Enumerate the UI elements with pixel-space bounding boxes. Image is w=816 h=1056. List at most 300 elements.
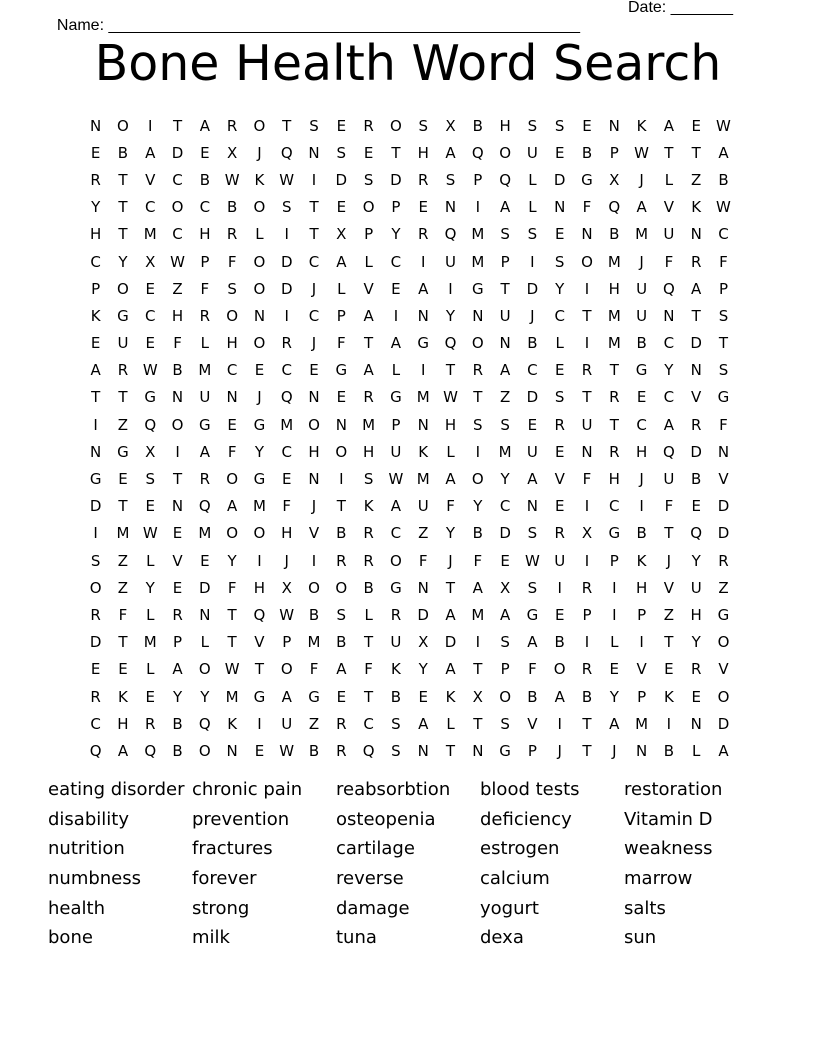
grid-letter[interactable]: M (362, 415, 376, 434)
grid-letter[interactable]: W (279, 170, 295, 189)
grid-letter[interactable]: O (335, 578, 348, 597)
name-field[interactable]: Name: _____________________________________________________ (56, 17, 581, 34)
grid-letter[interactable]: C (172, 170, 183, 189)
grid-letter[interactable]: G (608, 524, 621, 543)
grid-letter[interactable]: E (118, 470, 128, 489)
grid-letter[interactable]: D (89, 633, 102, 652)
grid-letter[interactable]: M (198, 361, 212, 380)
grid-letter[interactable]: R (581, 660, 593, 679)
grid-letter[interactable]: A (390, 497, 402, 516)
grid-letter[interactable]: S (336, 143, 347, 162)
grid-letter[interactable]: I (257, 551, 262, 570)
grid-letter[interactable]: G (117, 306, 129, 325)
grid-letter[interactable]: F (473, 551, 483, 570)
grid-letter[interactable]: B (636, 334, 647, 353)
grid-letter[interactable]: Q (144, 415, 157, 434)
grid-letter[interactable]: A (691, 279, 702, 298)
grid-letter[interactable]: Q (144, 741, 157, 760)
grid-letter[interactable]: X (499, 578, 511, 597)
grid-letter[interactable]: C (90, 252, 101, 271)
grid-letter[interactable]: A (90, 361, 101, 380)
grid-letter[interactable]: E (691, 687, 701, 706)
grid-letter[interactable]: Y (118, 252, 128, 271)
grid-letter[interactable]: B (308, 605, 320, 624)
grid-letter[interactable]: S (527, 524, 538, 543)
grid-letter[interactable]: K (636, 116, 647, 135)
grid-letter[interactable]: A (117, 741, 129, 760)
grid-letter[interactable]: B (581, 143, 593, 162)
grid-letter[interactable]: B (336, 524, 347, 543)
grid-letter[interactable]: G (635, 361, 648, 380)
grid-letter[interactable]: T (664, 524, 674, 543)
grid-letter[interactable]: O (499, 687, 511, 706)
grid-letter[interactable]: T (445, 361, 456, 380)
grid-letter[interactable]: X (581, 524, 593, 543)
grid-letter[interactable]: M (471, 605, 485, 624)
grid-letter[interactable]: R (90, 170, 101, 189)
grid-letter[interactable]: N (90, 442, 102, 461)
grid-letter[interactable]: S (718, 361, 729, 380)
grid-letter[interactable]: L (528, 198, 537, 217)
grid-letter[interactable]: D (690, 334, 702, 353)
grid-letter[interactable]: O (226, 306, 239, 325)
grid-letter[interactable]: M (607, 306, 621, 325)
grid-letter[interactable]: R (554, 524, 565, 543)
grid-letter[interactable]: H (117, 714, 129, 733)
grid-letter[interactable]: U (390, 442, 402, 461)
grid-letter[interactable]: V (308, 524, 320, 543)
grid-letter[interactable]: A (418, 279, 429, 298)
grid-letter[interactable]: C (308, 306, 320, 325)
grid-letter[interactable]: U (445, 252, 456, 271)
grid-letter[interactable]: O (253, 116, 266, 135)
grid-letter[interactable]: G (471, 279, 484, 298)
grid-letter[interactable]: D (717, 524, 730, 543)
grid-letter[interactable]: Q (362, 741, 375, 760)
grid-letter[interactable]: P (500, 252, 510, 271)
grid-letter[interactable]: B (172, 714, 183, 733)
grid-letter[interactable]: G (499, 741, 511, 760)
grid-letter[interactable]: N (663, 306, 675, 325)
grid-letter[interactable]: T (473, 660, 483, 679)
grid-letter[interactable]: N (171, 388, 184, 407)
grid-letter[interactable]: H (635, 442, 648, 461)
grid-letter[interactable]: W (224, 170, 240, 189)
grid-letter[interactable]: O (471, 334, 484, 353)
grid-letter[interactable]: Q (280, 388, 293, 407)
grid-letter[interactable]: I (584, 633, 590, 652)
grid-letter[interactable]: U (636, 279, 648, 298)
grid-letter[interactable]: L (364, 252, 373, 271)
grid-letter[interactable]: V (718, 660, 729, 679)
grid-letter[interactable]: D (390, 170, 402, 189)
grid-letter[interactable]: F (664, 497, 674, 516)
grid-letter[interactable]: Z (718, 578, 729, 597)
grid-letter[interactable]: J (530, 306, 535, 325)
grid-letter[interactable]: J (448, 551, 453, 570)
grid-letter[interactable]: Q (198, 497, 211, 516)
grid-letter[interactable]: E (636, 388, 647, 407)
grid-letter[interactable]: L (610, 633, 619, 652)
grid-letter[interactable]: B (609, 225, 620, 244)
grid-letter[interactable]: T (309, 225, 319, 244)
grid-letter[interactable]: A (336, 252, 347, 271)
grid-letter[interactable]: T (118, 225, 128, 244)
grid-letter[interactable]: Q (608, 198, 621, 217)
grid-letter[interactable]: B (636, 524, 647, 543)
grid-letter[interactable]: M (471, 252, 485, 271)
grid-letter[interactable]: T (609, 415, 619, 434)
grid-letter[interactable]: U (690, 578, 702, 597)
grid-letter[interactable]: H (253, 578, 266, 597)
grid-letter[interactable]: I (666, 714, 672, 733)
grid-letter[interactable]: A (527, 633, 538, 652)
grid-letter[interactable]: E (336, 388, 347, 407)
grid-letter[interactable]: P (391, 415, 401, 434)
grid-letter[interactable]: V (636, 660, 647, 679)
grid-letter[interactable]: A (145, 143, 156, 162)
grid-letter[interactable]: O (253, 334, 266, 353)
grid-letter[interactable]: T (118, 388, 128, 407)
grid-letter[interactable]: M (471, 225, 485, 244)
grid-letter[interactable]: E (145, 334, 155, 353)
grid-letter[interactable]: L (337, 279, 346, 298)
grid-letter[interactable]: N (444, 198, 457, 217)
grid-letter[interactable]: E (691, 116, 701, 135)
grid-letter[interactable]: Y (200, 687, 210, 706)
grid-letter[interactable]: S (500, 714, 510, 733)
grid-letter[interactable]: U (581, 415, 593, 434)
grid-letter[interactable]: T (582, 714, 592, 733)
grid-letter[interactable]: T (172, 470, 183, 489)
grid-letter[interactable]: E (664, 660, 674, 679)
grid-letter[interactable]: E (554, 143, 565, 162)
grid-letter[interactable]: M (635, 714, 649, 733)
grid-letter[interactable]: S (500, 415, 510, 434)
grid-letter[interactable]: S (391, 741, 401, 760)
grid-letter[interactable]: N (226, 741, 238, 760)
grid-letter[interactable]: J (311, 497, 317, 516)
grid-letter[interactable]: T (118, 198, 128, 217)
grid-letter[interactable]: C (609, 497, 620, 516)
grid-letter[interactable]: L (364, 605, 373, 624)
grid-letter[interactable]: N (253, 306, 266, 325)
grid-letter[interactable]: H (635, 578, 648, 597)
grid-letter[interactable]: M (116, 524, 130, 543)
grid-letter[interactable]: W (279, 605, 295, 624)
grid-letter[interactable]: Y (254, 442, 265, 461)
grid-letter[interactable]: O (581, 252, 593, 271)
grid-letter[interactable]: A (445, 660, 456, 679)
grid-letter[interactable]: R (718, 551, 729, 570)
grid-letter[interactable]: O (253, 279, 266, 298)
grid-letter[interactable]: B (718, 170, 729, 189)
grid-letter[interactable]: U (526, 442, 538, 461)
grid-letter[interactable]: E (527, 415, 538, 434)
grid-letter[interactable]: J (639, 170, 644, 189)
grid-letter[interactable]: I (148, 116, 153, 135)
grid-letter[interactable]: A (609, 714, 620, 733)
grid-letter[interactable]: R (363, 524, 374, 543)
grid-letter[interactable]: Y (664, 361, 674, 380)
grid-letter[interactable]: U (117, 334, 129, 353)
grid-letter[interactable]: E (391, 279, 401, 298)
grid-letter[interactable]: T (254, 660, 265, 679)
grid-letter[interactable]: T (364, 633, 374, 652)
grid-letter[interactable]: C (636, 415, 647, 434)
grid-letter[interactable]: W (142, 524, 158, 543)
grid-letter[interactable]: W (716, 198, 731, 217)
grid-letter[interactable]: T (445, 741, 456, 760)
grid-letter[interactable]: S (554, 116, 565, 135)
grid-letter[interactable]: S (554, 388, 565, 407)
grid-letter[interactable]: N (199, 605, 211, 624)
grid-letter[interactable]: B (581, 687, 593, 706)
grid-letter[interactable]: S (500, 225, 510, 244)
grid-letter[interactable]: C (90, 714, 101, 733)
grid-letter[interactable]: R (554, 415, 565, 434)
grid-letter[interactable]: H (362, 442, 375, 461)
grid-letter[interactable]: A (445, 143, 456, 162)
grid-letter[interactable]: R (90, 605, 101, 624)
grid-letter[interactable]: H (281, 524, 293, 543)
grid-letter[interactable]: S (500, 633, 510, 652)
grid-letter[interactable]: Q (89, 741, 102, 760)
grid-letter[interactable]: U (663, 225, 675, 244)
grid-letter[interactable]: N (581, 442, 593, 461)
grid-letter[interactable]: J (639, 470, 644, 489)
grid-letter[interactable]: Q (662, 442, 675, 461)
grid-letter[interactable]: D (280, 252, 293, 271)
grid-letter[interactable]: E (145, 497, 155, 516)
grid-letter[interactable]: V (254, 633, 265, 652)
grid-letter[interactable]: Q (198, 714, 211, 733)
grid-letter[interactable]: H (499, 116, 511, 135)
grid-letter[interactable]: X (445, 116, 456, 135)
grid-letter[interactable]: F (364, 660, 373, 679)
grid-letter[interactable]: A (499, 605, 511, 624)
grid-letter[interactable]: F (582, 470, 592, 489)
grid-letter[interactable]: M (280, 415, 294, 434)
grid-letter[interactable]: M (307, 633, 321, 652)
grid-letter[interactable]: Y (473, 497, 483, 516)
grid-letter[interactable]: A (336, 660, 347, 679)
grid-letter[interactable]: H (308, 442, 320, 461)
grid-letter[interactable]: D (553, 170, 566, 189)
grid-letter[interactable]: N (417, 415, 429, 434)
grid-letter[interactable]: C (663, 334, 675, 353)
grid-letter[interactable]: C (554, 306, 565, 325)
grid-letter[interactable]: O (390, 116, 402, 135)
grid-letter[interactable]: O (308, 415, 320, 434)
grid-letter[interactable]: C (145, 306, 156, 325)
grid-letter[interactable]: A (445, 470, 456, 489)
grid-letter[interactable]: R (145, 714, 156, 733)
grid-letter[interactable]: L (528, 170, 537, 189)
grid-letter[interactable]: L (255, 225, 264, 244)
grid-letter[interactable]: O (117, 116, 129, 135)
grid-letter[interactable]: R (609, 388, 620, 407)
grid-letter[interactable]: R (609, 442, 620, 461)
grid-letter[interactable]: Z (117, 551, 129, 570)
grid-letter[interactable]: Y (555, 279, 565, 298)
grid-letter[interactable]: E (554, 497, 565, 516)
grid-letter[interactable]: E (609, 660, 620, 679)
grid-letter[interactable]: Y (391, 225, 401, 244)
grid-letter[interactable]: T (309, 198, 319, 217)
grid-letter[interactable]: R (336, 551, 347, 570)
grid-letter[interactable]: Y (445, 524, 456, 543)
grid-letter[interactable]: R (417, 170, 429, 189)
grid-letter[interactable]: C (499, 497, 511, 516)
grid-letter[interactable]: N (417, 306, 429, 325)
grid-letter[interactable]: S (90, 551, 101, 570)
grid-letter[interactable]: T (445, 578, 456, 597)
grid-letter[interactable]: N (690, 714, 702, 733)
grid-letter[interactable]: I (612, 578, 617, 597)
grid-letter[interactable]: O (308, 578, 320, 597)
grid-letter[interactable]: O (253, 198, 266, 217)
grid-letter[interactable]: B (117, 143, 129, 162)
grid-letter[interactable]: M (225, 687, 239, 706)
grid-letter[interactable]: K (118, 687, 128, 706)
grid-letter[interactable]: A (554, 687, 565, 706)
grid-letter[interactable]: O (335, 442, 348, 461)
grid-letter[interactable]: M (607, 252, 621, 271)
grid-letter[interactable]: D (499, 524, 511, 543)
grid-letter[interactable]: T (364, 687, 374, 706)
grid-letter[interactable]: R (690, 252, 702, 271)
grid-letter[interactable]: L (200, 334, 210, 353)
grid-letter[interactable]: P (527, 741, 537, 760)
grid-letter[interactable]: N (90, 116, 102, 135)
grid-letter[interactable]: E (500, 551, 510, 570)
grid-letter[interactable]: M (607, 334, 621, 353)
grid-letter[interactable]: R (117, 361, 129, 380)
grid-letter[interactable]: C (718, 225, 729, 244)
grid-letter[interactable]: L (391, 361, 401, 380)
grid-letter[interactable]: P (609, 143, 619, 162)
grid-letter[interactable]: S (418, 116, 428, 135)
grid-letter[interactable]: S (227, 279, 237, 298)
grid-letter[interactable]: N (226, 388, 238, 407)
grid-letter[interactable]: A (199, 442, 210, 461)
grid-letter[interactable]: P (473, 170, 483, 189)
grid-letter[interactable]: G (581, 170, 593, 189)
grid-letter[interactable]: O (253, 524, 266, 543)
grid-letter[interactable]: Y (500, 470, 510, 489)
grid-letter[interactable]: W (634, 143, 649, 162)
grid-letter[interactable]: K (418, 442, 429, 461)
grid-letter[interactable]: R (226, 225, 238, 244)
grid-letter[interactable]: I (420, 361, 426, 380)
grid-letter[interactable]: P (173, 633, 183, 652)
grid-letter[interactable]: I (639, 497, 644, 516)
grid-letter[interactable]: U (554, 551, 566, 570)
grid-letter[interactable]: A (363, 361, 374, 380)
grid-letter[interactable]: P (500, 660, 510, 679)
grid-letter[interactable]: D (690, 442, 702, 461)
grid-letter[interactable]: T (609, 361, 619, 380)
grid-letter[interactable]: I (475, 633, 481, 652)
grid-letter[interactable]: F (200, 279, 210, 298)
grid-letter[interactable]: Q (499, 170, 511, 189)
grid-letter[interactable]: P (364, 225, 374, 244)
grid-letter[interactable]: F (227, 578, 237, 597)
grid-letter[interactable]: E (554, 361, 565, 380)
grid-letter[interactable]: K (254, 170, 265, 189)
grid-letter[interactable]: A (363, 306, 374, 325)
grid-letter[interactable]: I (639, 633, 644, 652)
grid-letter[interactable]: M (498, 442, 512, 461)
grid-letter[interactable]: D (526, 388, 539, 407)
grid-letter[interactable]: I (584, 279, 590, 298)
grid-letter[interactable]: F (719, 415, 728, 434)
grid-letter[interactable]: W (279, 741, 295, 760)
grid-letter[interactable]: Y (609, 687, 619, 706)
grid-letter[interactable]: P (336, 306, 346, 325)
grid-letter[interactable]: M (143, 633, 157, 652)
grid-letter[interactable]: Z (691, 170, 702, 189)
grid-letter[interactable]: E (418, 198, 428, 217)
grid-letter[interactable]: U (636, 306, 648, 325)
grid-letter[interactable]: G (390, 388, 402, 407)
grid-letter[interactable]: F (664, 252, 674, 271)
grid-letter[interactable]: T (691, 306, 701, 325)
grid-letter[interactable]: C (172, 225, 183, 244)
grid-letter[interactable]: W (443, 388, 458, 407)
grid-letter[interactable]: R (472, 361, 484, 380)
grid-letter[interactable]: K (663, 687, 674, 706)
grid-letter[interactable]: O (117, 279, 129, 298)
grid-letter[interactable]: N (417, 741, 429, 760)
grid-letter[interactable]: S (363, 470, 374, 489)
grid-letter[interactable]: Q (444, 334, 457, 353)
grid-letter[interactable]: B (172, 361, 183, 380)
grid-letter[interactable]: A (636, 198, 647, 217)
grid-letter[interactable]: N (554, 198, 566, 217)
grid-letter[interactable]: O (198, 741, 211, 760)
grid-letter[interactable]: I (584, 497, 590, 516)
grid-letter[interactable]: Z (308, 714, 320, 733)
grid-letter[interactable]: C (199, 198, 211, 217)
grid-letter[interactable]: R (336, 714, 347, 733)
grid-letter[interactable]: U (199, 388, 211, 407)
grid-letter[interactable]: E (227, 415, 237, 434)
grid-letter[interactable]: L (555, 334, 564, 353)
grid-letter[interactable]: M (635, 225, 649, 244)
grid-letter[interactable]: H (171, 306, 184, 325)
grid-letter[interactable]: M (252, 497, 266, 516)
grid-letter[interactable]: O (390, 551, 402, 570)
grid-letter[interactable]: K (363, 497, 374, 516)
grid-letter[interactable]: I (311, 551, 317, 570)
grid-letter[interactable]: B (172, 741, 183, 760)
grid-letter[interactable]: A (499, 361, 511, 380)
grid-letter[interactable]: V (527, 714, 538, 733)
grid-letter[interactable]: N (690, 225, 702, 244)
grid-letter[interactable]: H (608, 279, 620, 298)
grid-letter[interactable]: T (282, 116, 292, 135)
grid-letter[interactable]: D (526, 279, 539, 298)
grid-letter[interactable]: P (637, 605, 647, 624)
grid-letter[interactable]: L (692, 741, 701, 760)
grid-letter[interactable]: T (227, 605, 237, 624)
grid-letter[interactable]: E (691, 497, 701, 516)
grid-letter[interactable]: I (475, 198, 481, 217)
grid-letter[interactable]: N (417, 578, 429, 597)
grid-letter[interactable]: O (198, 660, 211, 679)
